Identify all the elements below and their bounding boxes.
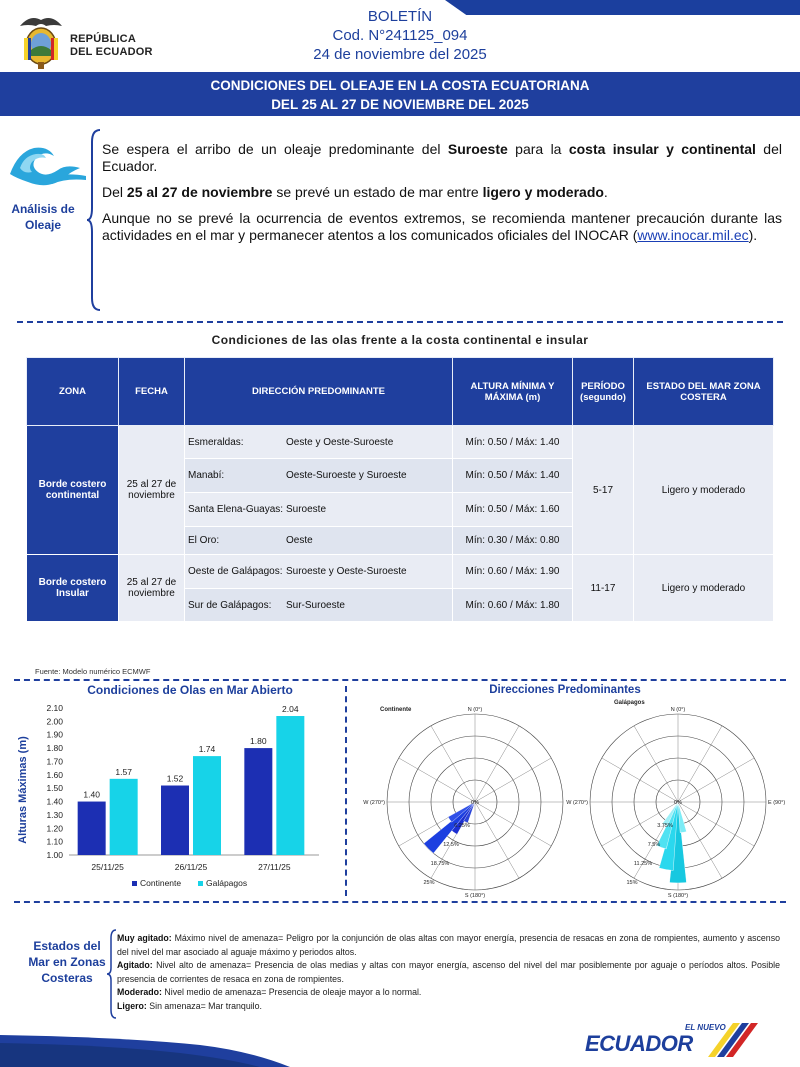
bar-value-label: 1.40 <box>83 789 100 800</box>
republic-name <box>70 33 153 59</box>
header-height: ALTURA MÍNIMA Y MÁXIMA (m) <box>453 358 573 426</box>
bar-galápagos <box>276 716 304 855</box>
y-tick-label: 1.80 <box>46 743 63 754</box>
height-cell: Mín: 0.60 / Máx: 1.90 <box>453 555 573 589</box>
logo-wordmark: ECUADOR <box>585 1031 693 1056</box>
bar-continente <box>161 786 189 855</box>
rose-spoke <box>431 726 475 802</box>
state-insular: Ligero y moderado <box>634 555 774 622</box>
rose-label-south: S (180°) <box>464 893 486 899</box>
chart-top-border <box>14 679 786 681</box>
rose-chart-title: Direcciones Predominantes <box>489 684 641 696</box>
rose-label-south: S (180°) <box>667 893 689 899</box>
table-row <box>27 555 774 589</box>
analysis-label: Análisis de Oleaje <box>11 202 75 232</box>
rose-spoke <box>475 802 519 878</box>
rose-center-label: 0% <box>471 800 479 806</box>
bar-value-label: 1.57 <box>115 766 132 777</box>
rose-spoke <box>475 726 519 802</box>
rose-galapagos <box>566 707 785 899</box>
y-tick-label: 2.10 <box>46 703 63 713</box>
bar-value-label: 1.80 <box>250 736 267 747</box>
location-label: Sur de Galápagos: <box>188 599 272 611</box>
rose-label-north: N (0°) <box>670 707 686 713</box>
analysis-paragraph-1 <box>102 141 782 175</box>
rose-ring-label: 3.75% <box>657 823 673 830</box>
bar-galápagos <box>110 779 138 855</box>
text-span: del Ecuador. <box>102 141 782 174</box>
rose-galapagos-label: Galápagos <box>614 700 645 706</box>
bold-span: costa insular y continental <box>568 141 756 157</box>
bold-span: ligero y moderado <box>482 184 604 200</box>
bar-galápagos <box>193 756 221 855</box>
location-label: Manabí: <box>188 470 225 481</box>
bar-chart <box>14 700 334 900</box>
bar-value-label: 1.52 <box>166 773 184 784</box>
legend-label: Continente <box>140 878 182 888</box>
table-title: Condiciones de las olas frente a la costa continental e insular <box>211 333 589 347</box>
y-tick-label: 1.90 <box>46 729 63 740</box>
period-insular: 11-17 <box>573 555 634 622</box>
text-span: Del <box>102 184 127 200</box>
y-tick-label: 1.30 <box>46 809 63 820</box>
rose-ring-label: 12.5% <box>443 842 459 849</box>
text-span: ). <box>748 227 758 243</box>
state-continental: Ligero y moderado <box>634 426 774 555</box>
location-label: Santa Elena-Guayas: <box>188 504 284 515</box>
rose-spoke <box>678 758 754 802</box>
table-header-row <box>27 358 774 426</box>
brace-icon <box>86 128 102 312</box>
rose-continent <box>363 707 563 899</box>
rose-continent-label: Continente <box>380 707 412 713</box>
y-tick-label: 1.00 <box>46 850 63 860</box>
y-tick-label: 2.00 <box>46 716 63 727</box>
republic-line-2: DEL ECUADOR <box>70 46 153 58</box>
rose-label-north: N (0°) <box>467 707 483 713</box>
y-tick-label: 1.10 <box>46 836 63 847</box>
rose-label-east: E (90°) <box>768 800 786 806</box>
direction-cell <box>185 459 453 493</box>
rose-spoke <box>602 758 678 802</box>
sea-state-name: Muy agitado: <box>117 933 172 943</box>
bulletin-code: Cod. N°241125_094 <box>332 27 468 44</box>
rose-spoke <box>634 726 678 802</box>
bold-span: Suroeste <box>447 141 508 157</box>
direction-value: Oeste y Oeste-Suroeste <box>286 436 394 448</box>
footer-wave-decoration <box>0 1035 290 1067</box>
sea-state-description: Nivel alto de amenaza= Presencia de olas medias y altas con mayor energía, ascenso del nivel del mar posiblemente por aguaje o períodos altos. Posible presencia de corrientes de resaca en zona de rompientes. <box>117 960 780 984</box>
direction-cell <box>185 426 453 459</box>
sea-state-name: Ligero: <box>117 1000 147 1011</box>
legend-label: Galápagos <box>206 878 248 888</box>
date-continental: 25 al 27 de noviembre <box>119 426 185 555</box>
bar-chart-xlabels <box>91 862 290 872</box>
direction-cell <box>185 589 453 622</box>
header-period: PERÍODO (segundo) <box>573 358 634 426</box>
main-title-line-1: CONDICIONES DEL OLEAJE EN LA COSTA ECUATORIANA <box>210 78 590 93</box>
logo-tagline: EL NUEVO <box>685 1023 726 1032</box>
sea-state-name: Moderado: <box>117 987 162 998</box>
direction-cell <box>185 527 453 555</box>
sea-state-item <box>117 959 780 986</box>
rose-label-west: W (270°) <box>566 800 588 806</box>
legend-swatch <box>198 881 203 886</box>
rose-center-label: 0% <box>674 800 682 806</box>
data-source: Fuente: Modelo numérico ECMWF <box>35 667 151 676</box>
bar-continente <box>244 748 272 855</box>
republic-line-1: REPÚBLICA <box>70 33 136 45</box>
direction-cell <box>185 555 453 589</box>
analysis-paragraph-3 <box>102 210 782 244</box>
bold-span: 25 al 27 de noviembre <box>126 184 273 200</box>
bar-chart-ylabel: Alturas Máximas (m) <box>17 736 29 844</box>
bar-chart-yticks <box>46 703 63 860</box>
y-tick-label: 1.60 <box>46 769 63 780</box>
rose-ring-label: 25% <box>423 880 435 887</box>
sea-state-item <box>117 986 780 1000</box>
height-cell: Mín: 0.60 / Máx: 1.80 <box>453 589 573 622</box>
y-tick-label: 1.20 <box>46 823 63 834</box>
rose-ring-label: 11.25% <box>633 861 653 868</box>
text-span: para la <box>507 141 569 157</box>
zone-insular: Borde costero Insular <box>27 555 119 622</box>
rose-ring-label: 7.5% <box>647 842 661 849</box>
direction-value: Suroeste <box>286 504 327 515</box>
rose-ring-label: 15% <box>626 880 638 887</box>
bar-value-label: 1.74 <box>198 744 216 755</box>
text-span: . <box>603 184 608 200</box>
chart-bottom-border <box>14 901 786 903</box>
wave-conditions-table <box>26 357 774 622</box>
rose-ring-label: 6.25% <box>454 823 470 830</box>
sea-state-item <box>117 1000 780 1014</box>
period-continental: 5-17 <box>573 426 634 555</box>
sea-state-description: Sin amenaza= Mar tranquilo. <box>146 1000 262 1011</box>
coat-of-arms-icon <box>16 12 66 72</box>
x-tick-label: 26/11/25 <box>174 862 208 872</box>
sea-state-description: Nivel medio de amenaza= Presencia de oleaje mayor a lo normal. <box>161 987 422 998</box>
location-label: Esmeraldas: <box>188 436 244 448</box>
x-tick-label: 27/11/25 <box>258 862 291 872</box>
y-tick-label: 1.70 <box>46 756 63 767</box>
height-cell: Mín: 0.50 / Máx: 1.60 <box>453 493 573 527</box>
section-divider <box>17 321 783 323</box>
bar-continente <box>78 802 106 855</box>
wave-direction-roses <box>360 694 786 899</box>
location-label: El Oro: <box>188 535 220 546</box>
rose-label-west: W (270°) <box>363 800 385 806</box>
x-tick-label: 25/11/25 <box>91 862 124 872</box>
zone-continental: Borde costero continental <box>27 426 119 555</box>
bar-chart-legend <box>132 878 247 888</box>
sea-states-list <box>117 932 780 1014</box>
inocar-link[interactable]: www.inocar.mil.ec <box>637 227 749 243</box>
direction-value: Suroeste y Oeste-Suroeste <box>286 566 407 577</box>
direction-cell <box>185 493 453 527</box>
y-tick-label: 1.40 <box>46 796 63 807</box>
main-title-line-2: DEL 25 AL 27 DE NOVIEMBRE DEL 2025 <box>271 97 529 112</box>
rose-spoke <box>399 758 475 802</box>
bulletin-label: BOLETÍN <box>367 8 433 25</box>
direction-value: Oeste <box>286 535 313 546</box>
legend-swatch <box>132 881 137 886</box>
rose-spoke <box>678 726 722 802</box>
wave-icon <box>8 138 88 188</box>
rose-spoke <box>475 802 551 846</box>
header-direction: DIRECCIÓN PREDOMINANTE <box>185 358 453 426</box>
text-span: se prevé un estado de mar entre <box>272 184 483 200</box>
bar-value-label: 2.04 <box>282 704 299 715</box>
bar-chart-title: Condiciones de Olas en Mar Abierto <box>87 683 293 697</box>
y-tick-label: 1.50 <box>46 783 63 794</box>
rose-spoke <box>475 758 551 802</box>
height-cell: Mín: 0.30 / Máx: 0.80 <box>453 527 573 555</box>
analysis-paragraph-2 <box>102 184 782 201</box>
header-state: ESTADO DEL MAR ZONA COSTERA <box>634 358 774 426</box>
rose-ring-label: 18.75% <box>430 861 450 868</box>
bar-chart-bars <box>78 704 305 855</box>
sea-state-description: Máximo nivel de amenaza= Peligro por la conjunción de olas altas con mayor energía, presencia de resacas en zona de rompientes, aumento y ascenso del nivel del mar asociado al aguaje máximo y periodos altos. <box>117 933 780 957</box>
text-span: Se espera el arribo de un oleaje predominante del <box>102 141 448 157</box>
height-cell: Mín: 0.50 / Máx: 1.40 <box>453 459 573 493</box>
sea-state-name: Agitado: <box>117 960 153 971</box>
chart-divider <box>345 686 347 896</box>
table-row <box>27 426 774 459</box>
text-span: Aunque no se prevé la ocurrencia de eventos extremos, se recomienda mantener precaución durante las actividades en el mar y permanecer atentos a los comunicados oficiales del INOCAR ( <box>102 210 782 243</box>
direction-value: Oeste-Suroeste y Suroeste <box>286 470 407 481</box>
location-label: Oeste de Galápagos: <box>188 566 283 577</box>
height-cell: Mín: 0.50 / Máx: 1.40 <box>453 426 573 459</box>
rose-spoke <box>678 802 754 846</box>
direction-value: Sur-Suroeste <box>286 599 345 611</box>
header-zone: ZONA <box>27 358 119 426</box>
header-date: FECHA <box>119 358 185 426</box>
main-title-banner <box>0 72 800 116</box>
sea-state-item <box>117 932 780 959</box>
date-insular: 25 al 27 de noviembre <box>119 555 185 622</box>
analysis-text <box>102 141 782 253</box>
sea-states-label: Estados del Mar en Zonas Costeras <box>28 939 106 985</box>
bulletin-date: 24 de noviembre del 2025 <box>313 46 487 63</box>
